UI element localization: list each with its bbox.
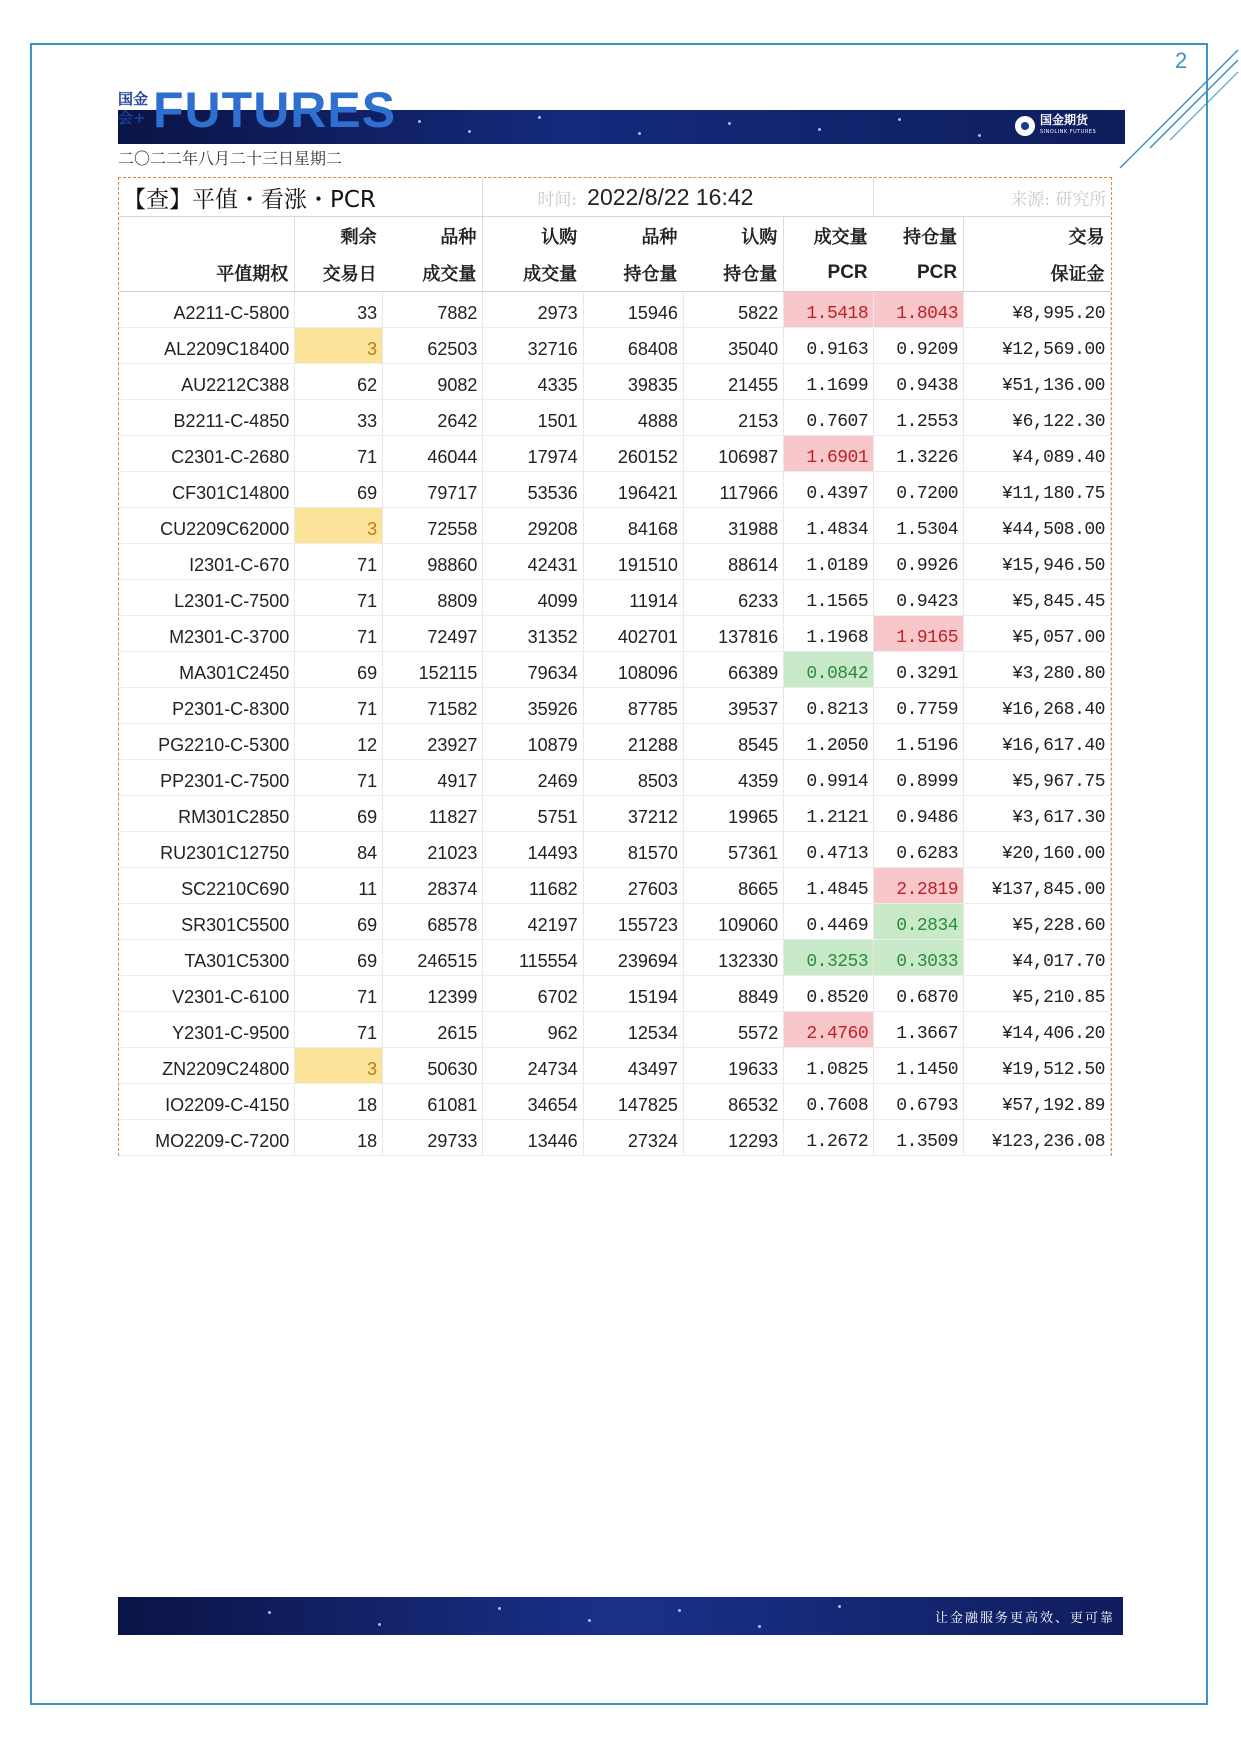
option-name-cell: RU2301C12750 xyxy=(119,832,295,868)
table-cell: 0.6793 xyxy=(874,1084,964,1120)
option-name-cell: C2301-C-2680 xyxy=(119,436,295,472)
table-cell: 27324 xyxy=(583,1120,683,1156)
table-cell: 0.7608 xyxy=(784,1084,874,1120)
table-cell: 68578 xyxy=(383,904,483,940)
table-cell: 260152 xyxy=(583,436,683,472)
table-cell: 11 xyxy=(295,868,383,904)
table-cell: ¥20,160.00 xyxy=(964,832,1111,868)
table-cell: 3 xyxy=(295,328,383,364)
table-cell: 0.3291 xyxy=(874,652,964,688)
table-cell: 0.7607 xyxy=(784,400,874,436)
table-cell: 5751 xyxy=(483,796,583,832)
report-date: 二〇二二年八月二十三日星期二 xyxy=(118,149,343,168)
option-name-cell: CF301C14800 xyxy=(119,472,295,508)
brand-logo xyxy=(1015,114,1096,138)
table-cell: 35040 xyxy=(683,328,783,364)
table-cell: 71582 xyxy=(383,688,483,724)
table-cell: 28374 xyxy=(383,868,483,904)
table-cell: 1501 xyxy=(483,400,583,436)
table-cell: 9082 xyxy=(383,364,483,400)
table-row xyxy=(119,436,1111,472)
option-name-cell: MO2209-C-7200 xyxy=(119,1120,295,1156)
table-cell: ¥12,569.00 xyxy=(964,328,1111,364)
table-cell: 12534 xyxy=(583,1012,683,1048)
option-name-cell: L2301-C-7500 xyxy=(119,580,295,616)
table-cell: 132330 xyxy=(683,940,783,976)
column-header-bottom: PCR xyxy=(874,254,964,292)
table-row xyxy=(119,508,1111,544)
table-cell: 1.4845 xyxy=(784,868,874,904)
table-row xyxy=(119,796,1111,832)
table-cell: 13446 xyxy=(483,1120,583,1156)
table-cell: 62503 xyxy=(383,328,483,364)
table-cell: ¥3,280.80 xyxy=(964,652,1111,688)
table-cell: 15946 xyxy=(583,292,683,328)
column-header-bottom: 持仓量 xyxy=(683,254,783,292)
table-cell: 0.3253 xyxy=(784,940,874,976)
table-cell: 1.5418 xyxy=(784,292,874,328)
table-cell: 0.8999 xyxy=(874,760,964,796)
table-cell: 1.1450 xyxy=(874,1048,964,1084)
table-cell: 196421 xyxy=(583,472,683,508)
table-cell: 0.4713 xyxy=(784,832,874,868)
table-cell: 69 xyxy=(295,652,383,688)
table-cell: 0.9163 xyxy=(784,328,874,364)
table-cell: 71 xyxy=(295,760,383,796)
table-cell: 24734 xyxy=(483,1048,583,1084)
table-cell: ¥44,508.00 xyxy=(964,508,1111,544)
table-cell: ¥19,512.50 xyxy=(964,1048,1111,1084)
table-cell: 8809 xyxy=(383,580,483,616)
table-cell: 0.3033 xyxy=(874,940,964,976)
table-cell: 4359 xyxy=(683,760,783,796)
table-cell: 8545 xyxy=(683,724,783,760)
table-cell: 3 xyxy=(295,1048,383,1084)
table-cell: 1.5304 xyxy=(874,508,964,544)
table-cell: 2642 xyxy=(383,400,483,436)
table-row xyxy=(119,1048,1111,1084)
table-cell: 4917 xyxy=(383,760,483,796)
table-cell: 0.2834 xyxy=(874,904,964,940)
table-row xyxy=(119,1012,1111,1048)
table-cell: 10879 xyxy=(483,724,583,760)
table-cell: 35926 xyxy=(483,688,583,724)
table-cell: 34654 xyxy=(483,1084,583,1120)
table-cell: 147825 xyxy=(583,1084,683,1120)
column-header-bottom: 持仓量 xyxy=(583,254,683,292)
table-cell: 12 xyxy=(295,724,383,760)
table-cell: 18 xyxy=(295,1120,383,1156)
column-header-bottom: PCR xyxy=(784,254,874,292)
table-cell: 12399 xyxy=(383,976,483,1012)
option-name-cell: TA301C5300 xyxy=(119,940,295,976)
option-name-cell: Y2301-C-9500 xyxy=(119,1012,295,1048)
time-value: 2022/8/22 16:42 xyxy=(583,178,873,217)
table-cell: 71 xyxy=(295,1012,383,1048)
table-cell: 5572 xyxy=(683,1012,783,1048)
table-cell: 71 xyxy=(295,616,383,652)
table-row xyxy=(119,616,1111,652)
table-cell: 1.9165 xyxy=(874,616,964,652)
table-cell: 1.0189 xyxy=(784,544,874,580)
table-cell: ¥123,236.08 xyxy=(964,1120,1111,1156)
table-cell: 8849 xyxy=(683,976,783,1012)
table-cell: 4099 xyxy=(483,580,583,616)
table-cell: 21455 xyxy=(683,364,783,400)
table-row xyxy=(119,688,1111,724)
table-cell: ¥16,617.40 xyxy=(964,724,1111,760)
table-cell: 0.9926 xyxy=(874,544,964,580)
table-cell: 29208 xyxy=(483,508,583,544)
brand-name-cn: 国金期货 xyxy=(1040,113,1089,127)
corner-decoration xyxy=(1110,40,1240,170)
table-cell: ¥16,268.40 xyxy=(964,688,1111,724)
table-cell: 2615 xyxy=(383,1012,483,1048)
table-row xyxy=(119,832,1111,868)
table-cell: 57361 xyxy=(683,832,783,868)
table-cell: 72558 xyxy=(383,508,483,544)
table-cell: ¥4,017.70 xyxy=(964,940,1111,976)
table-cell: 39537 xyxy=(683,688,783,724)
table-title: 【查】平值・看涨・PCR xyxy=(119,178,483,217)
table-cell: 23927 xyxy=(383,724,483,760)
time-label: 时间: xyxy=(483,178,583,217)
table-cell: 12293 xyxy=(683,1120,783,1156)
table-row xyxy=(119,364,1111,400)
table-cell: 33 xyxy=(295,292,383,328)
table-cell: ¥4,089.40 xyxy=(964,436,1111,472)
table-cell: 2973 xyxy=(483,292,583,328)
table-cell: 68408 xyxy=(583,328,683,364)
table-cell: 66389 xyxy=(683,652,783,688)
table-cell: ¥5,228.60 xyxy=(964,904,1111,940)
table-cell: 32716 xyxy=(483,328,583,364)
table-cell: 71 xyxy=(295,580,383,616)
option-name-cell: AU2212C388 xyxy=(119,364,295,400)
table-cell: 62 xyxy=(295,364,383,400)
table-cell: 69 xyxy=(295,940,383,976)
table-cell: 5822 xyxy=(683,292,783,328)
table-cell: 1.3226 xyxy=(874,436,964,472)
option-name-cell: SC2210C690 xyxy=(119,868,295,904)
table-cell: 1.1968 xyxy=(784,616,874,652)
table-row xyxy=(119,868,1111,904)
column-header-top: 品种 xyxy=(383,217,483,255)
table-cell: 0.7759 xyxy=(874,688,964,724)
option-name-cell: PG2210-C-5300 xyxy=(119,724,295,760)
column-header-bottom: 成交量 xyxy=(383,254,483,292)
table-cell: 191510 xyxy=(583,544,683,580)
table-cell: 61081 xyxy=(383,1084,483,1120)
table-row xyxy=(119,544,1111,580)
table-cell: 71 xyxy=(295,976,383,1012)
table-cell: 0.9423 xyxy=(874,580,964,616)
table-row xyxy=(119,1084,1111,1120)
table-row xyxy=(119,940,1111,976)
option-name-cell: MA301C2450 xyxy=(119,652,295,688)
table-cell: ¥8,995.20 xyxy=(964,292,1111,328)
brand-logo-icon xyxy=(1015,116,1035,136)
pcr-table xyxy=(119,178,1111,1156)
table-cell: 6233 xyxy=(683,580,783,616)
footer-slogan: 让金融服务更高效、更可靠 xyxy=(935,1611,1116,1626)
table-cell: 106987 xyxy=(683,436,783,472)
table-cell: 72497 xyxy=(383,616,483,652)
table-cell: 109060 xyxy=(683,904,783,940)
table-cell: 1.3667 xyxy=(874,1012,964,1048)
option-name-cell: M2301-C-3700 xyxy=(119,616,295,652)
table-cell: 2153 xyxy=(683,400,783,436)
table-row xyxy=(119,652,1111,688)
table-cell: 19965 xyxy=(683,796,783,832)
table-cell: ¥5,057.00 xyxy=(964,616,1111,652)
option-name-cell: B2211-C-4850 xyxy=(119,400,295,436)
table-cell: 31988 xyxy=(683,508,783,544)
table-cell: 37212 xyxy=(583,796,683,832)
table-cell: 0.9209 xyxy=(874,328,964,364)
table-cell: 1.4834 xyxy=(784,508,874,544)
option-name-cell: AL2209C18400 xyxy=(119,328,295,364)
table-row xyxy=(119,580,1111,616)
table-cell: 18 xyxy=(295,1084,383,1120)
table-row xyxy=(119,760,1111,796)
logo-futures: FUTURES xyxy=(153,82,397,138)
table-row xyxy=(119,400,1111,436)
table-cell: ¥11,180.75 xyxy=(964,472,1111,508)
option-name-cell: RM301C2850 xyxy=(119,796,295,832)
table-cell: 21023 xyxy=(383,832,483,868)
page-number: 2 xyxy=(1175,48,1188,73)
table-cell: ¥51,136.00 xyxy=(964,364,1111,400)
column-header-bottom: 平值期权 xyxy=(119,254,295,292)
table-cell: 152115 xyxy=(383,652,483,688)
table-cell: 79717 xyxy=(383,472,483,508)
table-row xyxy=(119,328,1111,364)
table-cell: 98860 xyxy=(383,544,483,580)
table-cell: 246515 xyxy=(383,940,483,976)
option-name-cell: V2301-C-6100 xyxy=(119,976,295,1012)
option-name-cell: IO2209-C-4150 xyxy=(119,1084,295,1120)
table-cell: 0.8520 xyxy=(784,976,874,1012)
table-cell: 11914 xyxy=(583,580,683,616)
table-cell: 3 xyxy=(295,508,383,544)
table-cell: 1.0825 xyxy=(784,1048,874,1084)
table-cell: 84168 xyxy=(583,508,683,544)
option-name-cell: P2301-C-8300 xyxy=(119,688,295,724)
table-cell: 108096 xyxy=(583,652,683,688)
table-cell: 42197 xyxy=(483,904,583,940)
table-cell: ¥3,617.30 xyxy=(964,796,1111,832)
table-cell: 0.0842 xyxy=(784,652,874,688)
table-cell: ¥6,122.30 xyxy=(964,400,1111,436)
option-name-cell: ZN2209C24800 xyxy=(119,1048,295,1084)
table-cell: 4888 xyxy=(583,400,683,436)
table-cell: 8665 xyxy=(683,868,783,904)
option-name-cell: I2301-C-670 xyxy=(119,544,295,580)
table-cell: 137816 xyxy=(683,616,783,652)
table-cell: 86532 xyxy=(683,1084,783,1120)
column-header-top: 持仓量 xyxy=(874,217,964,255)
column-header-top: 认购 xyxy=(683,217,783,255)
table-cell: 27603 xyxy=(583,868,683,904)
table-cell: 7882 xyxy=(383,292,483,328)
table-cell: ¥14,406.20 xyxy=(964,1012,1111,1048)
table-cell: 31352 xyxy=(483,616,583,652)
table-cell: ¥5,967.75 xyxy=(964,760,1111,796)
table-cell: 402701 xyxy=(583,616,683,652)
table-cell: 6702 xyxy=(483,976,583,1012)
table-cell: 0.9914 xyxy=(784,760,874,796)
table-cell: 2.4760 xyxy=(784,1012,874,1048)
table-row xyxy=(119,976,1111,1012)
table-cell: ¥57,192.89 xyxy=(964,1084,1111,1120)
table-cell: 11682 xyxy=(483,868,583,904)
table-cell: 11827 xyxy=(383,796,483,832)
table-cell: 1.6901 xyxy=(784,436,874,472)
table-cell: 84 xyxy=(295,832,383,868)
source-label: 来源: 研究所 xyxy=(874,178,1111,217)
table-cell: 0.4397 xyxy=(784,472,874,508)
table-cell: 0.9438 xyxy=(874,364,964,400)
table-cell: 0.9486 xyxy=(874,796,964,832)
table-cell: 117966 xyxy=(683,472,783,508)
table-cell: 1.8043 xyxy=(874,292,964,328)
table-cell: 17974 xyxy=(483,436,583,472)
option-name-cell: SR301C5500 xyxy=(119,904,295,940)
table-cell: 1.5196 xyxy=(874,724,964,760)
table-row xyxy=(119,904,1111,940)
table-cell: 39835 xyxy=(583,364,683,400)
table-cell: 69 xyxy=(295,472,383,508)
table-cell: 87785 xyxy=(583,688,683,724)
table-cell: 15194 xyxy=(583,976,683,1012)
option-name-cell: A2211-C-5800 xyxy=(119,292,295,328)
table-cell: 42431 xyxy=(483,544,583,580)
table-cell: 1.2121 xyxy=(784,796,874,832)
table-cell: 4335 xyxy=(483,364,583,400)
table-cell: 115554 xyxy=(483,940,583,976)
table-cell: 71 xyxy=(295,436,383,472)
table-cell: 1.2050 xyxy=(784,724,874,760)
column-header-bottom: 保证金 xyxy=(964,254,1111,292)
table-cell: 69 xyxy=(295,796,383,832)
table-cell: 239694 xyxy=(583,940,683,976)
table-cell: 46044 xyxy=(383,436,483,472)
table-cell: 1.2672 xyxy=(784,1120,874,1156)
table-row xyxy=(119,1120,1111,1156)
table-cell: ¥137,845.00 xyxy=(964,868,1111,904)
option-name-cell: CU2209C62000 xyxy=(119,508,295,544)
table-row xyxy=(119,292,1111,328)
table-cell: 0.7200 xyxy=(874,472,964,508)
table-cell: 53536 xyxy=(483,472,583,508)
table-cell: 71 xyxy=(295,544,383,580)
table-cell: 0.8213 xyxy=(784,688,874,724)
column-header-top xyxy=(119,217,295,255)
table-cell: 8503 xyxy=(583,760,683,796)
column-header-top: 交易 xyxy=(1068,226,1105,248)
option-name-cell: PP2301-C-7500 xyxy=(119,760,295,796)
table-cell: 81570 xyxy=(583,832,683,868)
table-cell: 2469 xyxy=(483,760,583,796)
table-cell: 1.1565 xyxy=(784,580,874,616)
table-cell: 21288 xyxy=(583,724,683,760)
table-cell: 0.6283 xyxy=(874,832,964,868)
pcr-table-container xyxy=(118,177,1112,1156)
table-cell: 69 xyxy=(295,904,383,940)
table-cell: 19633 xyxy=(683,1048,783,1084)
table-cell: 1.2553 xyxy=(874,400,964,436)
table-cell: 0.4469 xyxy=(784,904,874,940)
table-cell: 962 xyxy=(483,1012,583,1048)
table-cell: 155723 xyxy=(583,904,683,940)
table-cell: ¥5,210.85 xyxy=(964,976,1111,1012)
column-header-top: 成交量 xyxy=(813,226,868,248)
table-cell: 0.6870 xyxy=(874,976,964,1012)
table-row xyxy=(119,472,1111,508)
table-cell: 1.1699 xyxy=(784,364,874,400)
table-cell: 33 xyxy=(295,400,383,436)
table-cell: 2.2819 xyxy=(874,868,964,904)
column-header-top: 剩余 xyxy=(340,226,377,248)
table-cell: 88614 xyxy=(683,544,783,580)
table-row xyxy=(119,724,1111,760)
table-cell: 50630 xyxy=(383,1048,483,1084)
column-header-top: 认购 xyxy=(541,226,578,248)
table-cell: 29733 xyxy=(383,1120,483,1156)
table-cell: 1.3509 xyxy=(874,1120,964,1156)
column-header-bottom: 成交量 xyxy=(483,254,583,292)
table-cell: 79634 xyxy=(483,652,583,688)
brand-name-en: SINOLINK FUTURES xyxy=(1040,129,1097,135)
table-cell: 43497 xyxy=(583,1048,683,1084)
table-cell: 14493 xyxy=(483,832,583,868)
table-cell: 71 xyxy=(295,688,383,724)
table-cell: ¥5,845.45 xyxy=(964,580,1111,616)
table-cell: ¥15,946.50 xyxy=(964,544,1111,580)
column-header-top: 品种 xyxy=(641,226,678,248)
column-header-bottom: 交易日 xyxy=(295,254,383,292)
logo-cn: 国金会+ xyxy=(118,90,149,127)
